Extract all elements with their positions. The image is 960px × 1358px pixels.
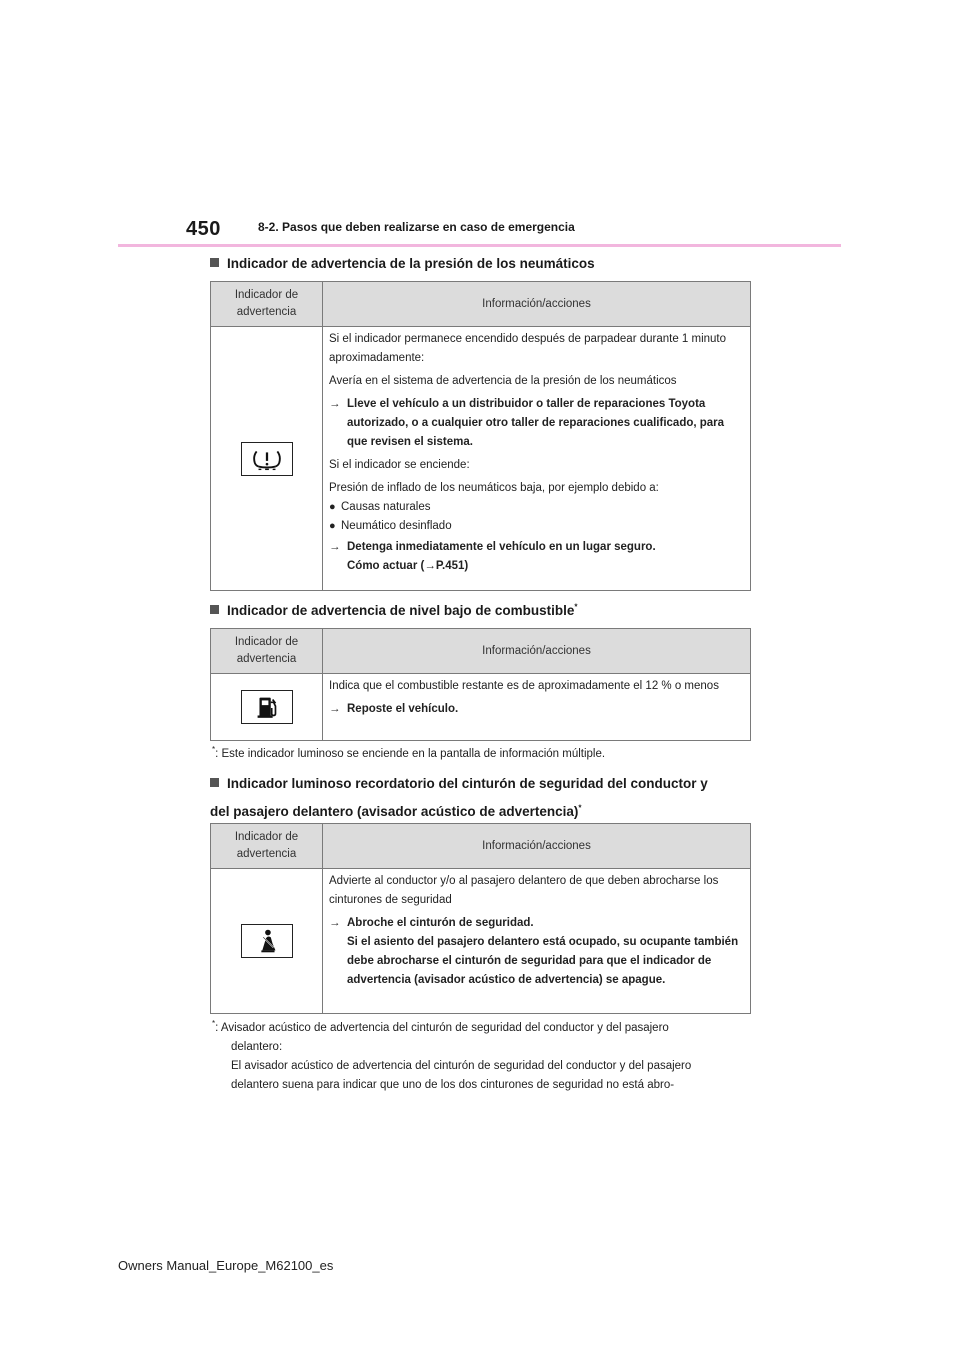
list-item: ● Causas naturales [329,498,744,517]
page-number: 450 [186,218,221,240]
indicator-cell [211,674,323,741]
footnote-mark: * [212,745,216,755]
seatbelt-reminder-icon [241,924,293,958]
footnote-mark: * [212,1019,216,1029]
tire-pressure-table [210,281,751,591]
action-line: → Lleve el vehículo a un distribuidor o taller de reparaciones Toyota autorizado, o a cualquier otro taller de reparaciones cualificado, para que revisen el sistema. [329,395,744,452]
table-header-info: Información/acciones [323,824,751,869]
section-heading-seatbelt: Indicador luminoso recordatorio del cinturón de seguridad del conductor y del pasajero delantero (avisador acústico de advertencia)* [210,776,708,819]
footnote-fuel: *: Este indicador luminoso se enciende en la pantalla de información múltiple. [212,745,606,760]
table-header-indicator: Indicador de advertencia [211,824,323,869]
bullet-icon: ● [329,501,336,513]
low-fuel-table [210,628,751,741]
info-text: Advierte al conductor y/o al pasajero delantero de que deben abrocharse los cinturones de seguridad [329,875,719,906]
tire-pressure-warning-icon [241,442,293,476]
list-item: ● Neumático desinflado [329,517,744,536]
footnote-seatbelt: *: Avisador acústico de advertencia del cinturón de seguridad del conductor y del pasajero delantero: El avisador acústico de advertencia del cinturón de seguridad del conductor y del pasajero delantero suena para indicar que uno de los dos cinturones de seguridad no está abro- [212,1019,692,1091]
header-divider [118,244,841,247]
footnote-mark: * [574,602,578,612]
info-text: Si el indicador se enciende: [329,459,470,471]
indicator-cell [211,327,323,591]
action-line: → Abroche el cinturón de seguridad. Si el asiento del pasajero delantero está ocupado, su ocupante también debe abrocharse el cinturón de seguridad para que el indicador de advertencia (avisador acústico de advertencia) se apague. [329,914,744,990]
page-reference-link[interactable]: P.451) [435,560,469,572]
indicator-cell [211,869,323,1014]
action-line: → Detenga inmediatamente el vehículo en un lugar seguro. Cómo actuar (→P.451) [329,538,744,576]
info-cell [323,327,751,591]
table-header-info: Información/acciones [323,282,751,327]
section-heading-tire-pressure: Indicador de advertencia de la presión de los neumáticos [210,253,595,275]
action-line: → Reposte el vehículo. [329,700,744,719]
table-header-indicator: Indicador de advertencia [211,629,323,674]
arrow-icon: → [329,398,341,410]
table-header-info: Información/acciones [323,629,751,674]
chapter-title: 8-2. Pasos que deben realizarse en caso de emergencia [258,220,575,234]
table-header-indicator: Indicador de advertencia [211,282,323,327]
document-footer: Owners Manual_Europe_M62100_es [118,1258,334,1273]
square-bullet-icon [210,258,219,267]
info-text: Presión de inflado de los neumáticos baja, por ejemplo debido a: [329,482,659,494]
info-text: Indica que el combustible restante es de aproximadamente el 12 % o menos [329,680,719,692]
fuel-pump-icon [241,690,293,724]
arrow-icon: → [424,560,436,572]
arrow-icon: → [329,917,341,929]
square-bullet-icon [210,778,219,787]
footnote-mark: * [578,803,582,813]
info-text: Si el indicador permanece encendido después de parpadear durante 1 minuto aproximadamente: [329,333,727,364]
arrow-icon: → [329,541,341,553]
bullet-icon: ● [329,520,336,532]
info-cell [323,869,751,1014]
square-bullet-icon [210,605,219,614]
info-cell [323,674,751,741]
section-heading-low-fuel: Indicador de advertencia de nivel bajo de combustible* [210,600,577,622]
seatbelt-table [210,823,751,1014]
info-text: Avería en el sistema de advertencia de la presión de los neumáticos [329,375,677,387]
arrow-icon: → [329,703,341,715]
